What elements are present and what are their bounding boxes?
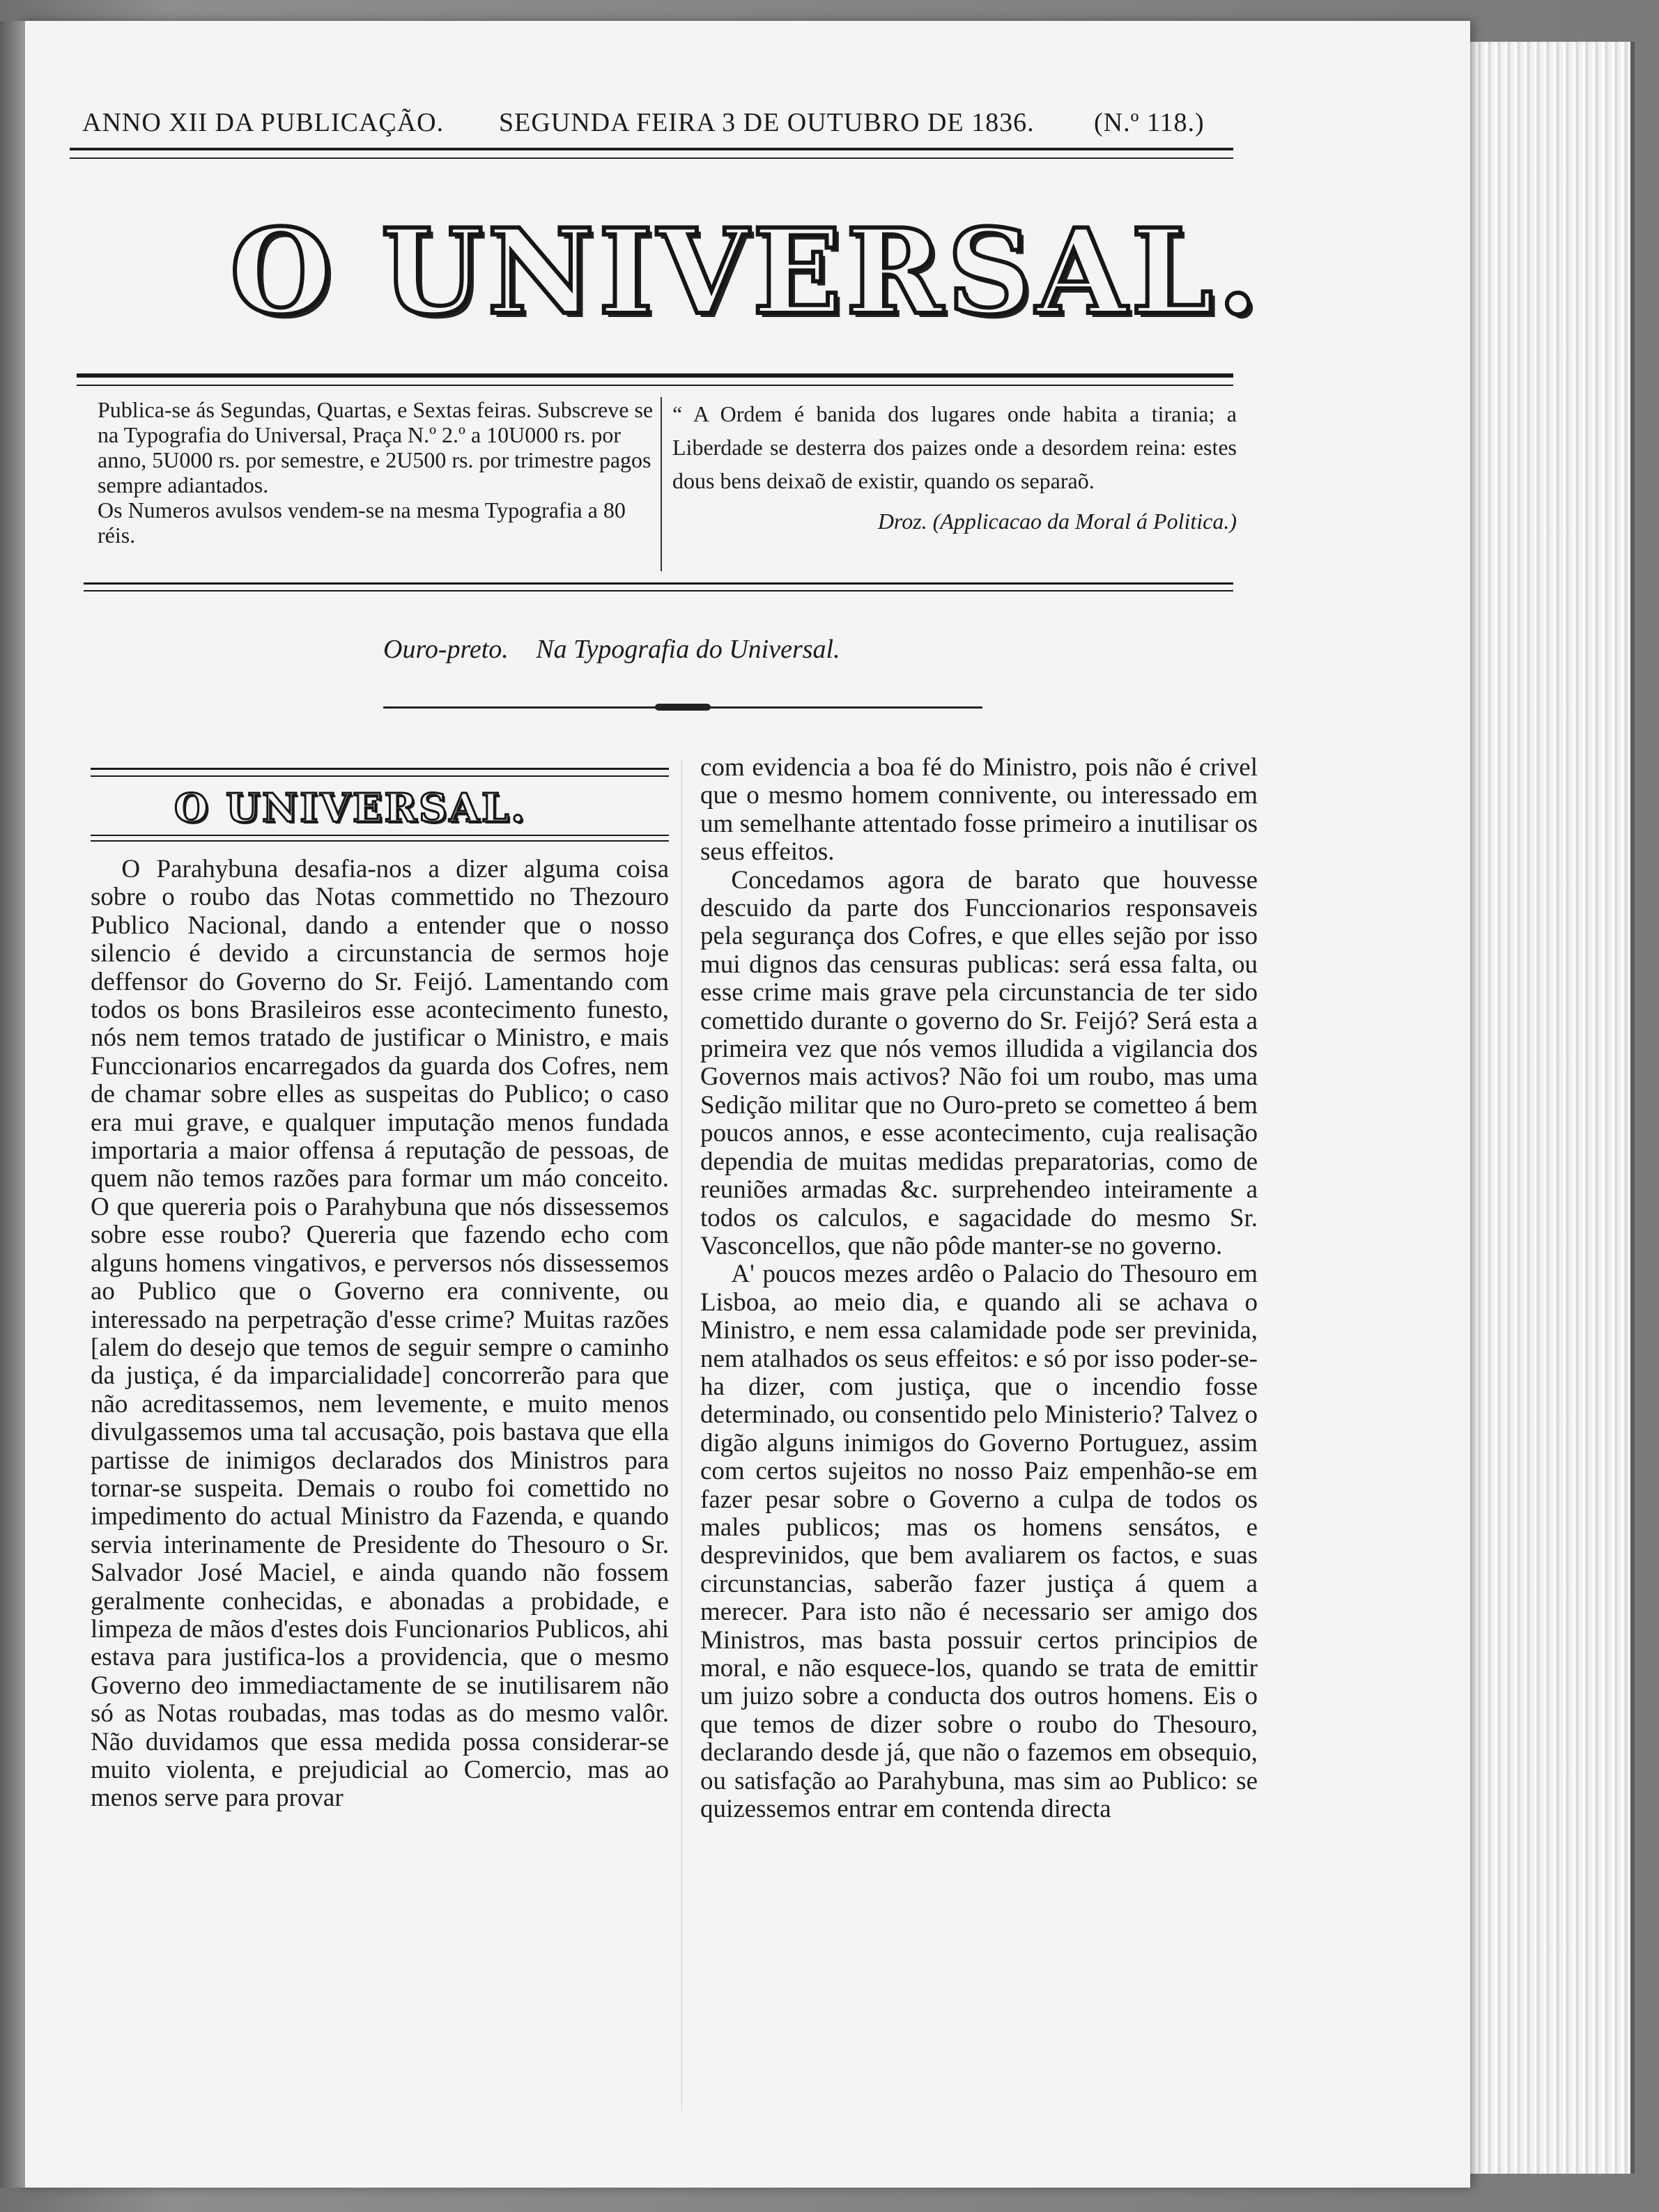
- dateline-rule: [70, 148, 1233, 159]
- issue-date: SEGUNDA FEIRA 3 DE OUTUBRO DE 1836.: [499, 108, 1035, 137]
- dateline: [82, 98, 1232, 146]
- single-issue-price: Os Numeros avulsos vendem-se na mesma Typografia a 80 réis.: [98, 497, 626, 548]
- column-divider: [681, 759, 682, 2111]
- newspaper-page: [21, 21, 1470, 2188]
- info-divider: [661, 397, 662, 571]
- article-column-left: [91, 856, 669, 2158]
- article-column-right: [700, 754, 1258, 2161]
- epigraph-quote: “ A Ordem é banida dos lugares onde habita a tirania; a Liberdade se desterra dos paizes onde a desordem reina: estes dous bens deixaõ de existir, quando os separaõ.: [672, 401, 1237, 493]
- section-top-rule: [91, 768, 669, 777]
- article-paragraph: Concedamos agora de barato que houvesse descuido da parte dos Funccionarios responsaveis pela segurança dos Cofres, e que elles sejão por isso mui dignos das censuras publicas: será essa falta, ou esse crime mais grave pela circunstancia de ter sido comettido durante o governo do Sr. Feijó? Será esta a primeira vez que nós vemos illudida a vigilancia dos Governos mais activos? Não foi um roubo, mas uma Sedição militar que no Ouro-preto se cometteo á bem poucos annos, e esse acontecimento, cuja realisação dependia de muitas medidas preparatorias, como de reuniões armadas &c. surprehendeo inteiramente a todos os calculos, e sagacidade do mesmo Sr. Vasconcellos, que não pôde manter-se no governo.: [700, 865, 1258, 1260]
- binding-gutter: [0, 21, 25, 2188]
- masthead-rule: [77, 373, 1233, 386]
- ornament-knot: [655, 704, 711, 711]
- publication-year: ANNO XII DA PUBLICAÇÃO.: [82, 108, 445, 137]
- imprint-press: Na Typografia do Universal.: [536, 635, 840, 664]
- subscription-terms: Publica-se ás Segundas, Quartas, e Sextas feiras. Subscreve se na Typografia do Universal, Praça N.º 2.º a 10U000 rs. por anno, 5U000 rs. por semestre, e 2U500 rs. por trimestre pagos sempre adiantados.: [98, 397, 654, 497]
- article-paragraph: com evidencia a boa fé do Ministro, pois não é crivel que o mesmo homem connivente, ou interessado em um semelhante attentado fosse primeiro a inutilisar os seus effeitos.: [700, 753, 1258, 867]
- imprint-place: Ouro-preto.: [383, 635, 509, 664]
- epigraph: [672, 397, 1237, 578]
- epigraph-source: Droz. (Applicacao da Moral á Politica.): [877, 509, 1237, 534]
- article-paragraph: A' poucos mezes ardêo o Palacio do Thesouro em Lisboa, ao meio dia, e quando ali se achava o Ministro, e nem essa calamidade pode ser previnida, nem atalhados os seus effeitos: e só por isso poder-se-ha dizer, com justiça, que o incendio fosse determinado, ou consentido pelo Ministerio? Talvez o digão alguns inimigos do Governo Portuguez, assim com certos sujeitos no nosso Paiz empenhão-se em fazer pesar sobre o Governo a culpa de todos os males publicos; mas os homens sensátos, e desprevinidos, que bem avaliarem os factos, e suas circunstancias, saberão fazer justiça á quem a merecer. Para isto não é necessario ser amigo dos Ministros, mas basta possuir certos principios de moral, e não esquece-los, quando se trata de emittir um juizo sobre a conducta dos outros homens. Eis o que temos de dizer sobre o roubo do Thesouro, declarando desde já, que não o fazemos em obsequio, ou satisfação ao Parahybuna, mas sim ao Publico: se quizessemos entrar em contenda directa: [700, 1260, 1258, 1824]
- masthead-title: O UNIVERSAL.: [230, 203, 1263, 341]
- section-bottom-rule: [91, 835, 669, 842]
- ornament-divider: [383, 704, 982, 712]
- imprint: [383, 634, 1010, 669]
- subscription-notice: [98, 397, 655, 578]
- info-rule: [84, 582, 1233, 591]
- article-paragraph: O Parahybuna desafia-nos a dizer alguma coisa sobre o roubo das Notas commettido no Thezouro Publico Nacional, dando a entender que o nosso silencio é devido a circunstancia de sermos hoje deffensor do Governo do Sr. Feijó. Lamentando com todos os bons Brasileiros esse acontecimento funesto, nós nem temos tratado de justificar o Ministro, e mais Funccionarios encarregados da guarda dos Cofres, nem de chamar sobre elles as suspeitas do Publico; o caso era mui grave, e qualquer imputação menos fundada importaria a maior offensa á reputação de pessoas, de quem não temos razões para formar um máo conceito. O que quereria pois o Parahybuna que nós dissessemos sobre esse roubo? Quereria que fazendo echo com alguns homens vingativos, e perversos nós dissessemos ao Publico que o Governo era connivente, ou interessado na perpetração d'esse crime? Muitas razões [alem do desejo que temos de seguir sempre o caminho da justiça, é da imparcialidade] concorrerão para que não acreditassemos, nem levemente, e muito menos divulgassemos uma tal accusação, pois bastava que ella partisse de inimigos declarados dos Ministros para tornar-se suspeita. Demais o roubo foi comettido no impedimento do actual Ministro da Fazenda, e quando servia interinamente de Presidente do Thesouro o Sr. Salvador José Maciel, e ainda quando não fossem geralmente conhecidas, e abonadas a probidade, e limpeza de mãos d'estes dois Funcionarios Publicos, ahi estava para justifica-los a providencia, que o mesmo Governo deo immediactamente de se inutilisarem não só as Notas roubadas, mas todas as do mesmo valôr. Não duvidamos que essa medida possa considerar-se muito violenta, e prejudicial ao Comercio, mas ao menos serve para provar: [91, 855, 669, 1813]
- section-title: O UNIVERSAL.: [174, 785, 527, 831]
- issue-number: (N.º 118.): [1094, 108, 1205, 137]
